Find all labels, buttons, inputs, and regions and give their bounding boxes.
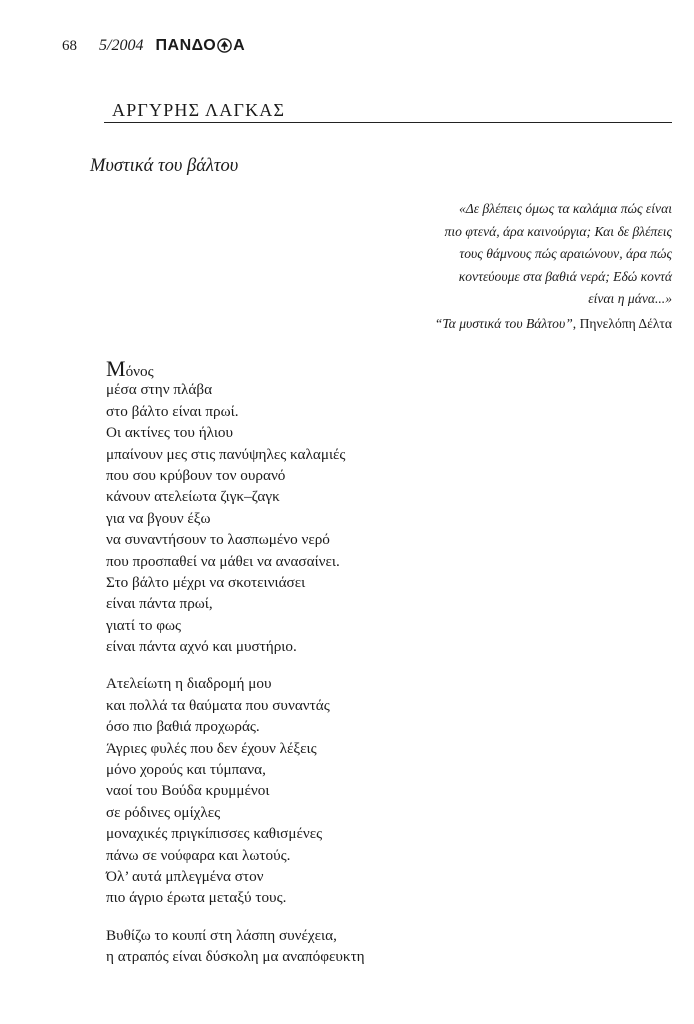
poem-line: μπαίνουν μες στις πανύψηλες καλαμιές xyxy=(106,445,346,463)
stanza-gap xyxy=(106,909,365,925)
poem-line: είναι πάντα αχνό και μυστήριο. xyxy=(106,638,297,656)
poem-title: Μυστικά του βάλτου xyxy=(90,156,239,176)
poem-line: στο βάλτο είναι πρωί. xyxy=(106,402,239,420)
poem-body xyxy=(106,358,365,968)
page-number: 68 xyxy=(62,37,77,54)
epigraph-source xyxy=(435,316,672,332)
stanza-1 xyxy=(106,358,365,657)
epigraph-line: είναι η μάνα...» xyxy=(588,291,672,306)
poem-line: μοναχικές πριγκίπισσες καθισμένες xyxy=(106,825,323,843)
poem-line: Βυθίζω το κουπί στη λάσπη συνέχεια, xyxy=(106,926,337,944)
poem-line: που σου κρύβουν τον ουρανό xyxy=(106,466,286,484)
poem-line: που προσπαθεί να μάθει να ανασαίνει. xyxy=(106,552,340,570)
first-word-rest: όνος xyxy=(125,363,154,380)
epigraph-line: τους θάμνους πώς αραιώνουν, άρα πώς xyxy=(459,246,672,261)
poem-line: ναοί του Βούδα κρυμμένοι xyxy=(106,782,270,800)
epigraph-source-author: , Πηνελόπη Δέλτα xyxy=(572,316,672,331)
magazine-name xyxy=(155,37,245,55)
poem-line: Στο βάλτο μέχρι να σκοτεινιάσει xyxy=(106,573,306,591)
poem-line: η ατραπός είναι δύσκολη μα αναπόφευκτη xyxy=(106,948,365,966)
poem-line: πάνω σε νούφαρα και λωτούς. xyxy=(106,846,291,864)
poem-line: Όλ’ αυτά μπλεγμένα στον xyxy=(106,867,264,885)
epigraph-line: «Δε βλέπεις όμως τα καλάμια πώς είναι xyxy=(458,201,672,216)
header-rule xyxy=(104,122,672,123)
poem-line: γιατί το φως xyxy=(106,616,182,634)
epigraph xyxy=(342,198,672,311)
poem-line: να συναντήσουν το λασπωμένο νερό xyxy=(106,531,330,549)
poem-line: πιο άγριο έρωτα μεταξύ τους. xyxy=(106,889,287,907)
poem-line: είναι πάντα πρωί, xyxy=(106,595,213,613)
poem-line: για να βγουν έξω xyxy=(106,509,211,527)
poem-line: μέσα στην πλάβα xyxy=(106,381,213,399)
initial-letter: Μ xyxy=(106,356,126,381)
stanza-2 xyxy=(106,673,365,908)
author-name: ΑΡΓΥΡΗΣ ΛΑΓΚΑΣ xyxy=(112,100,286,120)
magazine-name-part-2: Α xyxy=(233,37,246,54)
poem-line: μόνο χορούς και τύμπανα, xyxy=(106,761,266,779)
issue-number: 5/2004 xyxy=(99,37,144,54)
magazine-name-part-1: ΠΑΝΔΟ xyxy=(155,37,217,54)
poem-line: όσο πιο βαθιά προχωράς. xyxy=(106,718,260,736)
poem-line: και πολλά τα θαύματα που συναντάς xyxy=(106,696,330,714)
stanza-3 xyxy=(106,925,365,968)
epigraph-line: κοντεύουμε στα βαθιά νερά; Εδώ κοντά xyxy=(458,268,672,284)
epigraph-line: πιο φτενά, άρα καινούργια; Και δε βλέπεις xyxy=(444,223,672,239)
tree-in-circle-icon xyxy=(217,38,232,53)
poem-line: σε ρόδινες ομίχλες xyxy=(106,803,221,821)
epigraph-source-title: “Τα μυστικά του Βάλτου” xyxy=(434,316,573,331)
poem-line: Οι ακτίνες του ήλιου xyxy=(106,424,234,442)
poem-line: Άγριες φυλές που δεν έχουν λέξεις xyxy=(106,739,317,757)
poem-line xyxy=(106,358,365,379)
poem-line: κάνουν ατελείωτα ζιγκ–ζαγκ xyxy=(106,488,280,506)
stanza-gap xyxy=(106,657,365,673)
poem-line: Ατελείωτη η διαδρομή μου xyxy=(106,675,272,693)
running-head xyxy=(62,34,245,58)
